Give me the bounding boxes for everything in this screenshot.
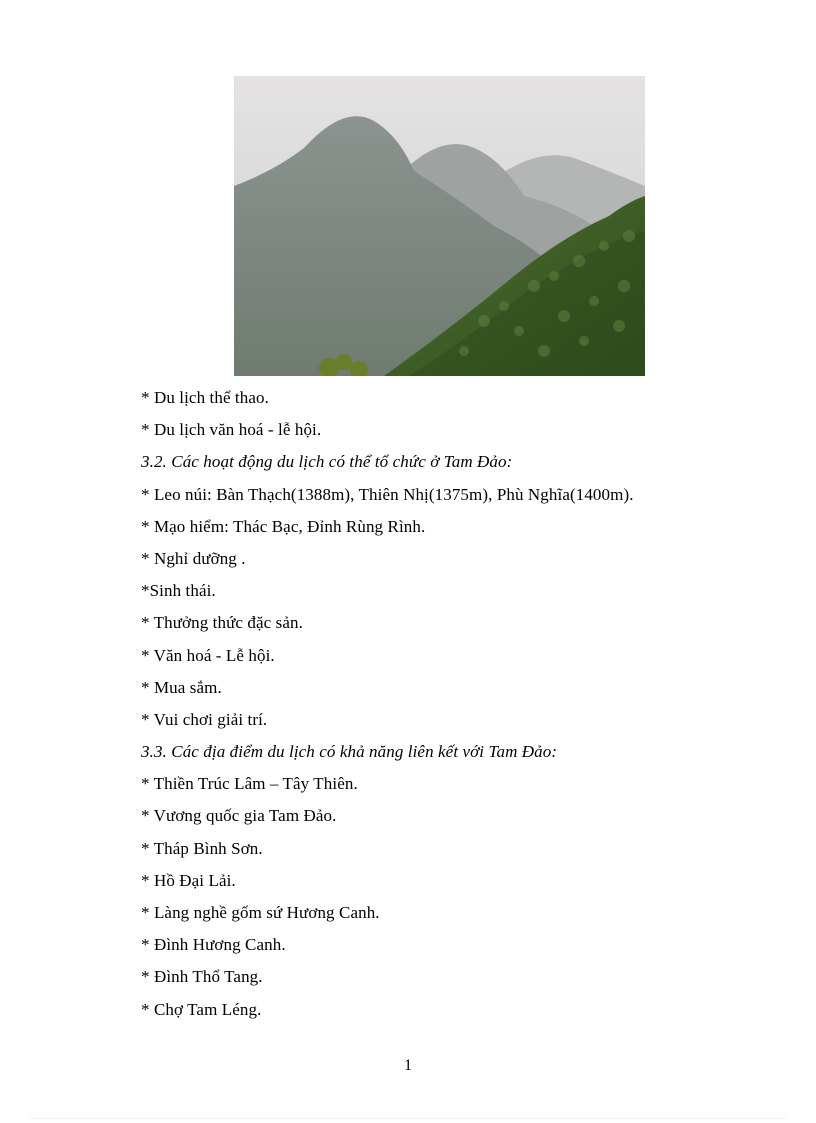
list-item: * Leo núi: Bàn Thạch(1388m), Thiên Nhị(1375m), Phù Nghĩa(1400m). bbox=[141, 484, 634, 504]
list-item: * Vui chơi giải trí. bbox=[141, 709, 268, 729]
list-item: * Đình Hương Canh. bbox=[141, 935, 286, 955]
list-item: * Đình Thổ Tang. bbox=[141, 967, 263, 987]
list-item: * Làng nghề gốm sứ Hương Canh. bbox=[141, 903, 380, 922]
list-item: * Văn hoá - Lễ hội. bbox=[141, 645, 275, 665]
page-number: 1 bbox=[404, 1057, 412, 1074]
mountain-landscape-photo bbox=[234, 76, 645, 376]
list-item: * Mua sắm. bbox=[141, 677, 222, 697]
list-item: * Hồ Đại Lải. bbox=[141, 870, 236, 890]
document-body bbox=[141, 384, 761, 1028]
list-item: * Du lịch thể thao. bbox=[141, 388, 269, 407]
list-item: * Thiền Trúc Lâm – Tây Thiên. bbox=[141, 774, 358, 794]
page-bottom-divider bbox=[30, 1118, 786, 1119]
list-item: * Nghỉ dưỡng . bbox=[141, 548, 246, 568]
list-item: * Du lịch văn hoá - lễ hội. bbox=[141, 420, 322, 440]
list-item: * Tháp Bình Sơn. bbox=[141, 838, 263, 858]
list-item: * Thưởng thức đặc sản. bbox=[141, 613, 303, 633]
list-item: * Chợ Tam Léng. bbox=[141, 999, 262, 1019]
list-item: *Sinh thái. bbox=[141, 581, 216, 601]
list-item: * Vương quốc gia Tam Đảo. bbox=[141, 806, 337, 826]
list-item: * Mạo hiểm: Thác Bạc, Đỉnh Rùng Rình. bbox=[141, 516, 426, 536]
mountain-photo-graphic bbox=[234, 76, 645, 376]
section-heading: 3.3. Các địa điểm du lịch có khả năng liên kết với Tam Đảo: bbox=[141, 742, 558, 762]
section-heading: 3.2. Các hoạt động du lịch có thể tổ chức ở Tam Đảo: bbox=[141, 452, 513, 472]
